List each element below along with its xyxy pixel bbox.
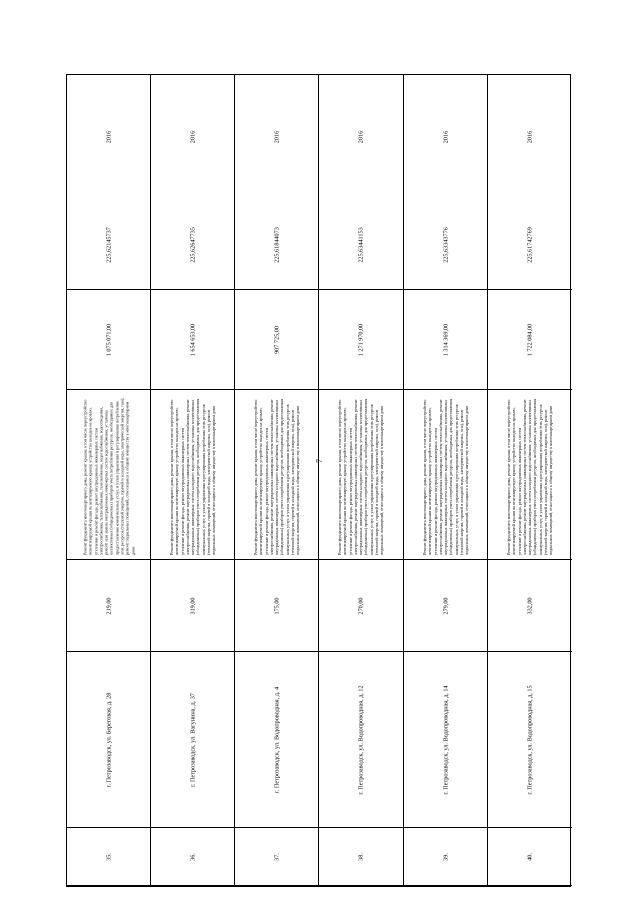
works-cell — [67, 390, 150, 560]
row-number — [319, 828, 403, 886]
year-cell-text: 2016 — [273, 130, 280, 144]
code-cell-text: 225,62145737 — [105, 227, 112, 263]
works-cell-text: Ремонт фундамента многоквартирного дома, ремонт крыши, в том числе переустройство невентилируемой крыши на вентилируемую крышу, устройство выходов на кровлю, утепление и ремонт фасада, ремонт внутридомовых инженерных систем электроснабжения, ремонт внутридомовых инженерных систем теплоснабжения, ремонт внутридомовых инженерных систем холодного водоснабжения, установка коллективных (общедомовых) приборов учета потребления ресурсов, необходимых для предоставления коммунальных услуг, и узлов управления и регулирования потребления этих ресурсов (тепловой энергии, горячей и холодной воды, электрической энергии, газа), ремонт подвальных помещений, относящихся к общему имуществу в многоквартирном доме — [168, 398, 217, 555]
area-cell-text: 319,00 — [189, 596, 196, 615]
works-cell — [319, 390, 403, 560]
row-number-text: 39. — [442, 852, 449, 861]
works-cell-text: Ремонт фундамента многоквартирного дома, ремонт крыши, в том числе переустройство невентилируемой крыши на вентилируемую крышу, устройство выходов на кровлю, утепление и ремонт фасада, ремонт внутридомовых инженерных систем электроснабжения, теплоснабжения, газоснабжения, водоснабжения, водоотведения, ремонт или замена внутридомовых инженерных систем водоснабжения, установка коллективных (общедомовых) приборов учета потребления ресурсов, необходимых для предоставления коммунальных услуг, и узлов управления и регулирования потребления этих ресурсов (тепловой энергии, горячей и холодной воды, электрической энергии, газа), ремонт подвальных помещений, относящихся к общему имуществу в многоквартирном доме — [82, 397, 135, 555]
area-cell — [151, 560, 234, 652]
code-cell — [488, 201, 572, 290]
record-column — [319, 75, 404, 886]
code-cell — [235, 201, 318, 290]
year-cell — [67, 73, 150, 201]
works-cell-text: Ремонт фундамента многоквартирного дома, ремонт крыши, в том числе переустройство невентилируемой крыши на вентилируемую крышу, устройство выходов на кровлю, утепление и ремонт фасада, ремонт внутридомовых инженерных систем электроснабжения, ремонт внутридомовых инженерных систем теплоснабжения, ремонт внутридомовых инженерных систем холодного водоснабжения, установка коллективных (общедомовых) приборов учета потребления ресурсов, необходимых для предоставления коммунальных услуг, и узлов управления и регулирования потребления этих ресурсов (тепловой энергии, горячей и холодной воды, электрической энергии, газа), ремонт подвальных помещений, относящихся к общему имуществу в многоквартирном доме — [252, 398, 301, 555]
row-number — [488, 828, 572, 886]
works-cell — [404, 390, 487, 560]
cost-cell-text: 1 075 071,00 — [105, 323, 112, 356]
address-cell-text: г. Петрозаводск, ул. Водопроводная, д. 12 — [357, 684, 365, 795]
cost-cell-text: 1 314 369,00 — [442, 323, 449, 356]
area-cell — [319, 560, 403, 652]
year-cell-text: 2016 — [442, 130, 449, 144]
area-cell — [235, 560, 318, 652]
cost-cell — [404, 290, 487, 390]
address-cell — [235, 652, 318, 828]
row-number — [151, 828, 234, 886]
cost-cell — [488, 290, 572, 390]
cost-cell-text: 1 654 653,00 — [189, 323, 196, 356]
year-cell-text: 2016 — [105, 130, 112, 144]
address-cell-text: г. Петрозаводск, ул. Водопроводная, д. 15 — [526, 684, 534, 795]
code-cell — [67, 201, 150, 290]
cost-cell — [67, 290, 150, 390]
row-number-text: 37. — [273, 852, 280, 861]
address-cell — [488, 652, 572, 828]
area-cell-text: 219,00 — [105, 596, 112, 615]
area-cell-text: 270,00 — [357, 596, 365, 615]
works-table — [66, 74, 571, 887]
year-cell-text: 2016 — [357, 130, 365, 144]
address-cell — [67, 652, 150, 828]
row-number — [404, 828, 487, 886]
record-column — [67, 75, 151, 886]
address-cell — [151, 652, 234, 828]
row-number — [67, 828, 150, 886]
cost-cell — [151, 290, 234, 390]
area-cell-text: 279,00 — [442, 596, 449, 615]
row-number-text: 36. — [189, 852, 196, 861]
year-cell-text: 2016 — [189, 130, 196, 144]
code-cell-text: 225,61844073 — [273, 227, 280, 263]
code-cell — [151, 201, 234, 290]
record-column — [235, 75, 319, 886]
area-cell-text: 332,00 — [526, 596, 534, 615]
address-cell-text: г. Петрозаводск, ул. Вагунина, д. 37 — [189, 692, 196, 787]
row-number-text: 38. — [357, 852, 365, 861]
code-cell-text: 225,63441153 — [357, 227, 365, 263]
address-cell-text: г. Петрозаводск, ул. Водопроводная, д. 14 — [442, 684, 449, 795]
cost-cell-text: 1 271 970,00 — [357, 323, 365, 356]
year-cell — [404, 73, 487, 201]
address-cell — [319, 652, 403, 828]
year-cell — [319, 73, 403, 201]
code-cell-text: 225,61742769 — [526, 227, 534, 263]
year-cell — [151, 73, 234, 201]
row-number-text: 40. — [526, 852, 534, 861]
works-cell-text: Ремонт фундамента многоквартирного дома, ремонт крыши, в том числе переустройство невентилируемой крыши на вентилируемую крышу, устройство выходов на кровлю, утепление и ремонт фасада, ремонт внутридомовых инженерных систем электроснабжения, ремонт внутридомовых инженерных систем теплоснабжения, ремонт внутридомовых инженерных систем холодного водоснабжения, установка коллективных (общедомовых) приборов учета потребления ресурсов, необходимых для предоставления коммунальных услуг, и узлов управления и регулирования потребления этих ресурсов (тепловой энергии, горячей и холодной воды, электрической энергии, газа), ремонт подвальных помещений, относящихся к общему имуществу в многоквартирном доме — [421, 398, 470, 555]
year-cell-text: 2016 — [526, 130, 534, 144]
cost-cell — [319, 290, 403, 390]
area-cell — [404, 560, 487, 652]
works-cell-text: Ремонт фундамента многоквартирного дома, ремонт крыши, в том числе переустройство невентилируемой крыши на вентилируемую крышу, устройство выходов на кровлю, утепление и ремонт фасада, ремонт внутридомовых инженерных систем электроснабжения, ремонт внутридомовых инженерных систем теплоснабжения, ремонт внутридомовых инженерных систем холодного водоснабжения, установка коллективных (общедомовых) приборов учета потребления ресурсов, необходимых для предоставления коммунальных услуг, и узлов управления и регулирования потребления этих ресурсов (тепловой энергии, горячей и холодной воды, электрической энергии, газа), ремонт подвальных помещений, относящихся к общему имуществу в многоквартирном доме — [506, 398, 554, 555]
works-cell — [235, 390, 318, 560]
code-cell — [404, 201, 487, 290]
area-cell — [67, 560, 150, 652]
cost-cell-text: 1 722 084,00 — [526, 323, 534, 356]
page-number: 7 — [315, 459, 324, 463]
year-cell — [488, 73, 572, 201]
works-cell-text: Ремонт фундамента многоквартирного дома, ремонт крыши, в том числе переустройство невентилируемой крыши на вентилируемую крышу, устройство выходов на кровлю, утепление и ремонт фасада, ремонт внутридомовых инженерных систем электроснабжения, ремонт внутридомовых инженерных систем теплоснабжения, ремонт внутридомовых инженерных систем холодного водоснабжения, установка коллективных (общедомовых) приборов учета потребления ресурсов, необходимых для предоставления коммунальных услуг, и узлов управления и регулирования потребления этих ресурсов (тепловой энергии, горячей и холодной воды, электрической энергии, газа), ремонт подвальных помещений, относящихся к общему имуществу в многоквартирном доме — [337, 398, 385, 555]
address-cell — [404, 652, 487, 828]
works-cell — [151, 390, 234, 560]
address-cell-text: г. Петрозаводск, ул. Береговая, д. 28 — [105, 692, 112, 787]
cost-cell-text: 907 725,00 — [273, 325, 280, 354]
record-column — [404, 75, 488, 886]
code-cell-text: 225,62647735 — [189, 227, 196, 263]
year-cell — [235, 73, 318, 201]
record-column — [488, 75, 572, 886]
code-cell-text: 225,63343776 — [442, 227, 449, 263]
cost-cell — [235, 290, 318, 390]
row-number-text: 35. — [105, 852, 112, 861]
code-cell — [319, 201, 403, 290]
record-column — [151, 75, 235, 886]
address-cell-text: г. Петрозаводск, ул. Водопроводная, д. 4 — [273, 686, 280, 793]
row-number — [235, 828, 318, 886]
area-cell — [488, 560, 572, 652]
area-cell-text: 175,00 — [273, 596, 280, 615]
works-cell — [488, 390, 572, 560]
